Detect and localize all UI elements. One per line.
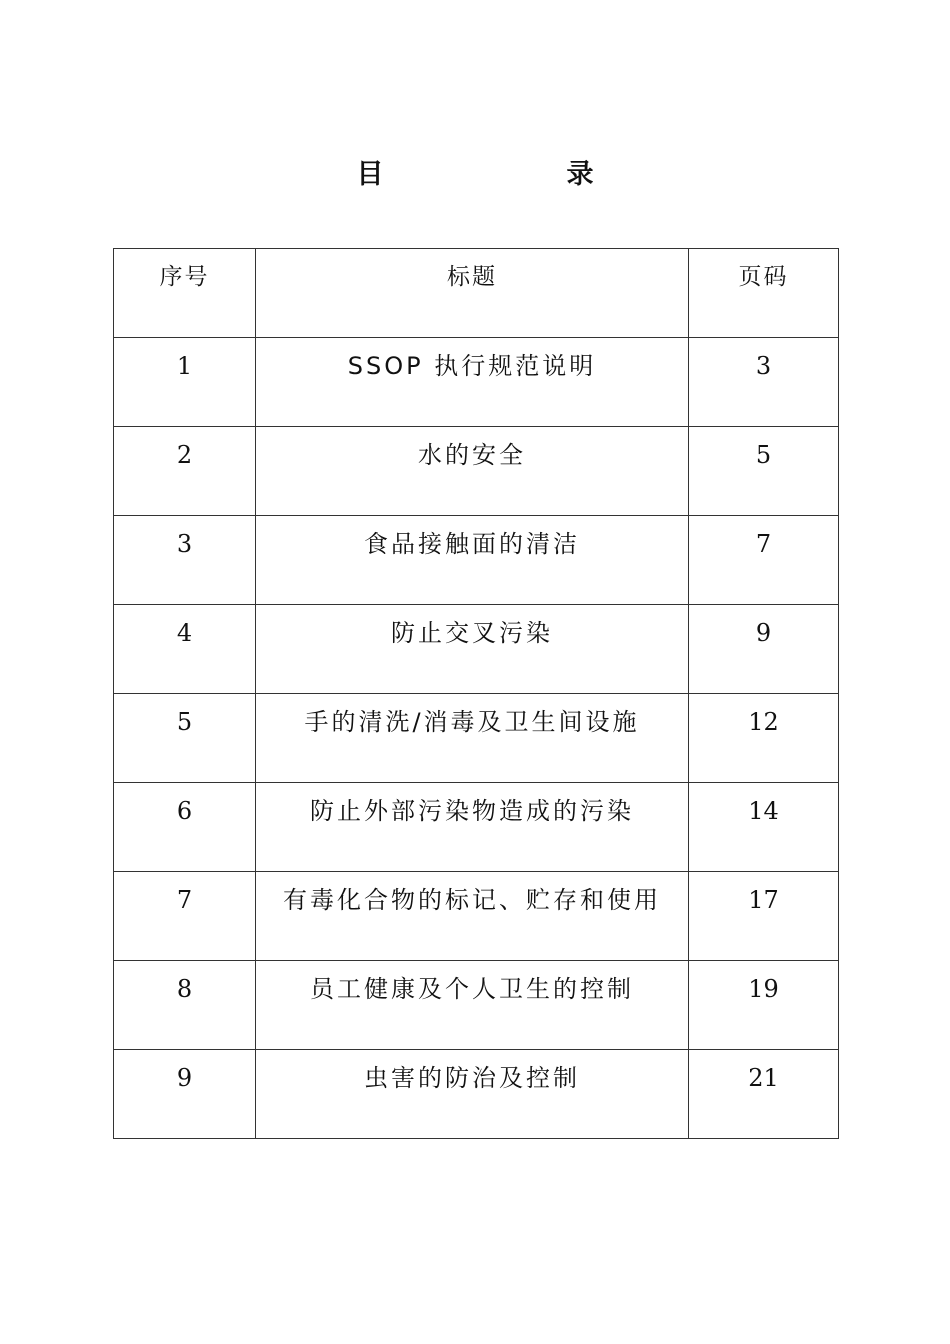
row-title: 有毒化合物的标记、贮存和使用 [256, 872, 689, 961]
row-title: 防止外部污染物造成的污染 [256, 783, 689, 872]
row-title: SSOP 执行规范说明 [256, 338, 689, 427]
header-title: 标题 [256, 249, 689, 338]
row-number: 3 [114, 516, 256, 605]
row-title: 虫害的防治及控制 [256, 1050, 689, 1139]
row-number: 4 [114, 605, 256, 694]
table-row [114, 1050, 839, 1139]
row-number: 1 [114, 338, 256, 427]
header-page: 页码 [689, 249, 839, 338]
row-page: 5 [689, 427, 839, 516]
table-header-row [114, 249, 839, 338]
table-row [114, 427, 839, 516]
row-number: 2 [114, 427, 256, 516]
row-page: 17 [689, 872, 839, 961]
row-number: 5 [114, 694, 256, 783]
row-title: 手的清洗/消毒及卫生间设施 [256, 694, 689, 783]
row-page: 3 [689, 338, 839, 427]
table-row [114, 872, 839, 961]
table-row [114, 516, 839, 605]
row-title: 防止交叉污染 [256, 605, 689, 694]
row-title: 员工健康及个人卫生的控制 [256, 961, 689, 1050]
row-title: 食品接触面的清洁 [256, 516, 689, 605]
table-row [114, 338, 839, 427]
row-page: 19 [689, 961, 839, 1050]
table-row [114, 605, 839, 694]
row-number: 6 [114, 783, 256, 872]
row-title: 水的安全 [256, 427, 689, 516]
row-number: 7 [114, 872, 256, 961]
table-row [114, 783, 839, 872]
page-title: 目 录 [356, 159, 672, 190]
row-page: 12 [689, 694, 839, 783]
row-page: 7 [689, 516, 839, 605]
table-row [114, 694, 839, 783]
row-page: 14 [689, 783, 839, 872]
row-number: 8 [114, 961, 256, 1050]
row-page: 21 [689, 1050, 839, 1139]
toc-table [113, 248, 839, 1139]
table-row [114, 961, 839, 1050]
header-number: 序号 [114, 249, 256, 338]
row-number: 9 [114, 1050, 256, 1139]
row-page: 9 [689, 605, 839, 694]
